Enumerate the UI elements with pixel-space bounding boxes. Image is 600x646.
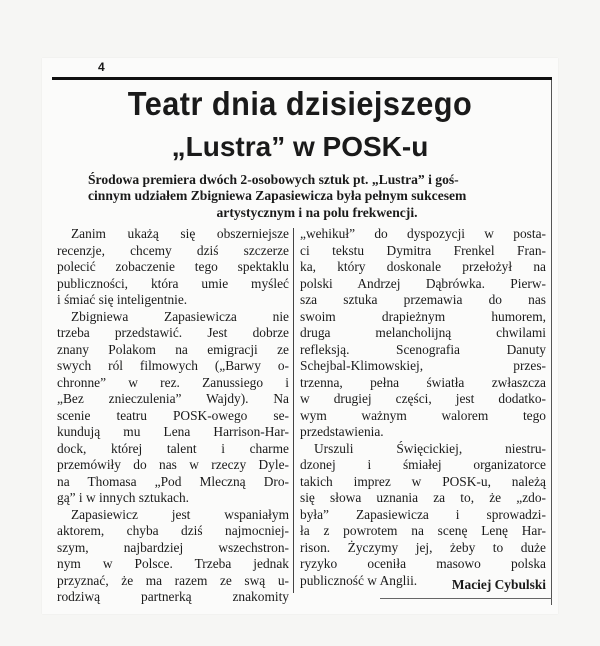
body-line: ci tekstu Dymitra Frenkel Fran- <box>300 242 546 258</box>
body-line: przyznać, że ma razem ze swą u- <box>57 572 289 588</box>
lead-line: cinnym udziałem Zbigniewa Zapasiewicza była pełnym sukcesem <box>88 188 467 204</box>
body-line: ła z powrotem na scenę Lenę Har- <box>300 523 546 538</box>
body-line: publiczności, która umie myśleć <box>57 275 289 291</box>
body-line: się słowa uznania za to, że „zdo- <box>300 490 546 505</box>
lead-paragraph <box>88 172 546 221</box>
left-column <box>57 226 289 606</box>
author-signature: Maciej Cybulski <box>451 577 546 592</box>
top-rule <box>52 77 552 80</box>
body-line: takich imprez w POSK-u, należą <box>300 473 546 489</box>
column-rule <box>293 228 294 593</box>
body-line: ka, który doskonale przełożył na <box>300 259 546 274</box>
body-line: gą” i w innych sztukach. <box>57 490 190 505</box>
body-line: Zbigniewa Zapasiewicza nie <box>71 308 289 324</box>
body-line: Zanim ukażą się obszerniejsze <box>71 226 289 241</box>
body-line: „Bez znieczulenia” Wajdy). Na <box>57 391 289 406</box>
body-line: była” Zapasiewicza i sprowadzi- <box>300 506 546 522</box>
body-line: chronne” w rez. Zanussiego i <box>57 374 289 390</box>
body-line: polski Andrzej Dąbrówka. Pierw- <box>300 275 546 291</box>
body-line: przedstawienia. <box>300 424 384 439</box>
body-line: szym, najbardziej wszechstron- <box>57 539 289 555</box>
body-line: rodziwą partnerką znakomity <box>57 589 289 604</box>
headline: Teatr dnia dzisiejszego <box>127 85 473 122</box>
body-line: w drugiej części, jest dodatko- <box>300 391 546 406</box>
page-number: 4 <box>98 60 105 74</box>
body-line: ryzyko oceniła masowo polska <box>300 556 546 571</box>
body-line: refleksją. Scenografia Danuty <box>300 341 546 357</box>
body-line: Zapasiewicz jest wspaniałym <box>71 506 289 522</box>
body-line: trzeba przedstawić. Jest dobrze <box>57 325 289 340</box>
lead-line: Środowa premiera dwóch 2-osobowych sztuk pt. „Lustra” i goś- <box>88 172 459 187</box>
right-column <box>300 226 546 589</box>
body-line: swoim drapieżnym humorem, <box>300 308 546 324</box>
body-line: wym ważnym walorem tego <box>300 407 546 423</box>
body-line: Urszuli Święcickiej, niestru- <box>314 440 546 456</box>
body-line: scenie teatru POSK-owego se- <box>57 407 289 423</box>
body-line: recenzje, chcemy dziś szczerze <box>57 242 289 258</box>
body-line: znany Polakom na emigracji ze <box>57 341 289 357</box>
body-line: i śmiać się inteligentnie. <box>57 292 188 307</box>
body-line: swych ról filmowych („Barwy o- <box>57 358 289 373</box>
body-line: na Thomasa „Pod Mleczną Dro- <box>57 473 289 489</box>
body-line: sza sztuka przemawia do nas <box>300 292 546 307</box>
body-line: dzonej i śmiałej organizatorce <box>300 457 546 472</box>
bottom-rule <box>380 598 552 599</box>
body-line: aktorem, chyba dziś najmocniej- <box>57 523 289 538</box>
body-line: trzenna, pełna światła zwłaszcza <box>300 374 546 390</box>
body-line: rison. Życzymy jej, żeby to duże <box>300 539 546 555</box>
clipping-edge <box>551 80 552 605</box>
body-line: „wehikuł” do dyspozycji w posta- <box>300 226 546 241</box>
body-line: kundują mu Lena Harrison-Har- <box>57 424 289 439</box>
subheadline: „Lustra” w POSK-u <box>171 131 429 162</box>
body-line: polecić zobaczenie tego spektaklu <box>57 259 289 274</box>
body-line: druga melancholijną chwilami <box>300 325 546 340</box>
body-line: dock, której talent i charme <box>57 440 289 456</box>
body-line: przemówiły do nas w rzeczy Dyle- <box>57 457 289 472</box>
body-line: nym w Polsce. Trzeba jednak <box>57 556 289 571</box>
body-line: publiczność w Anglii. <box>300 572 418 588</box>
lead-line: artystycznym i na polu frekwencji. <box>216 204 418 220</box>
body-line: Schejbal-Klimowskiej, przes- <box>300 358 546 373</box>
